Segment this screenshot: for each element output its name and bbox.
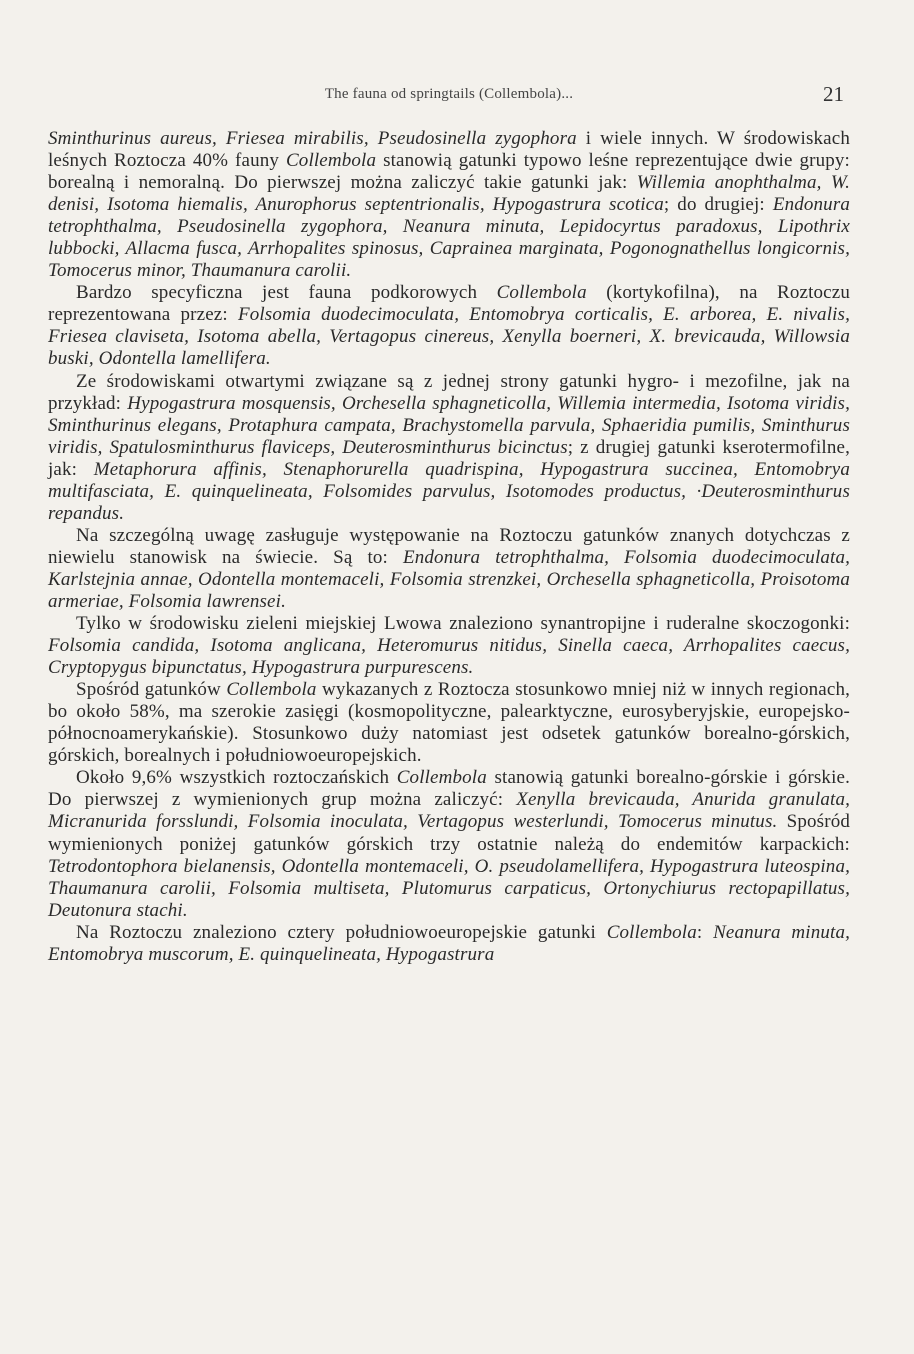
paragraph [48, 613, 850, 679]
text-run: stanowią gatunki typowo leśne reprezentujące dwie grupy: borealną i nemoralną. Do pierwszej można zaliczyć takie gatunki jak: [48, 150, 850, 194]
species-name: Collembola [496, 282, 587, 304]
species-name: Xenylla brevicauda, Anurida granulata, Micranurida forsslundi, Folsomia inoculata, Vertagopus westerlundi, Tomocerus minutus. [48, 789, 851, 833]
species-name: Tetrodontophora bielanensis, Odontella montemaceli, O. pseudolamellifera, Hypogastrura luteospina, Thaumanura carolii, Folsomia multiseta, Plutomurus carpaticus, Ortonychiurus rectopapillatus, Deutonura stachi. [48, 855, 850, 921]
text-run: Tylko w środowisku zieleni miejskiej Lwowa znaleziono synantropijne i ruderalne skoczogonki: [76, 613, 850, 635]
species-name: Endonura tetrophthalma, Pseudosinella zygophora, Neanura minuta, Lepidocyrtus paradoxus, Lipothrix lubbocki, Allacma fusca, Arrhopalites spinosus, Caprainea marginata, Pogonognathellus longicornis, Tomocerus minor, Thaumanura carolii. [48, 194, 851, 282]
page-number: 21 [823, 82, 844, 106]
paragraph [48, 128, 850, 282]
text-run: Ze środowiskami otwartymi związane są z jednej strony gatunki hygro- i mezofilne, jak na przykład: [48, 370, 850, 414]
paragraph [48, 525, 850, 613]
species-name: Collembola [285, 150, 377, 172]
text-run: ; do drugiej: [663, 194, 773, 216]
species-name: Folsomia candida, Isotoma anglicana, Heteromurus nitidus, Sinella caeca, Arrhopalites caecus, Cryptopygus bipunctatus, Hypogastrura purpurescens. [48, 635, 850, 679]
species-name: Hypogastrura mosquensis, Orchesella sphagneticolla, Willemia intermedia, Isotoma viridis, Sminthurinus elegans, Protaphura campata, Brachystomella parvula, Sphaeridia pumilis, Sminthurus viridis, Spatulosminthurus flaviceps, Deuterosminthurus bicinctus [48, 392, 850, 458]
text-run: Około 9,6% wszystkich roztoczańskich [76, 767, 397, 789]
species-name: Collembola [226, 679, 317, 701]
species-name: Collembola [396, 767, 487, 789]
body-text [48, 128, 850, 966]
text-run: i wiele innych. W środowiskach leśnych Roztocza 40% fauny [48, 128, 850, 172]
species-name: Metaphorura affinis, Stenaphorurella quadrispina, Hypogastrura succinea, Entomobrya multifasciata, E. quinquelineata, Folsomides parvulus, Isotomodes productus, ·Deuterosminthurus repandus. [48, 458, 850, 524]
text-run: (kortykofilna), na Roztoczu reprezentowana przez: [48, 282, 850, 326]
text-run: : [696, 921, 714, 943]
page-header [48, 82, 850, 112]
paragraph [48, 371, 850, 525]
text-run: stanowią gatunki borealno-górskie i górskie. Do pierwszej z wymienionych grup można zaliczyć: [48, 767, 850, 811]
text-run: Bardzo specyficzna jest fauna podkorowych [76, 282, 497, 304]
text-run: Spośród gatunków [76, 679, 227, 701]
paragraph [48, 767, 850, 921]
species-name: Folsomia duodecimoculata, Entomobrya corticalis, E. arborea, E. nivalis, Friesea claviseta, Isotoma abella, Vertagopus cinereus, Xenylla boerneri, X. brevicauda, Willowsia buski, Odontella lamellifera. [48, 304, 850, 370]
running-title: The fauna od springtails (Collembola)... [324, 86, 574, 102]
species-name: Endonura tetrophthalma, Folsomia duodecimoculata, Karlstejnia annae, Odontella montemaceli, Folsomia strenzkei, Orchesella sphagneticolla, Proisotoma armeriae, Folsomia lawrensei. [48, 546, 850, 612]
paragraph [48, 679, 850, 767]
species-name: Sminthurinus aureus, Friesea mirabilis, Pseudosinella zygophora [48, 128, 577, 149]
text-run: ; z drugiej gatunki kserotermofilne, jak: [48, 436, 850, 480]
species-name: Willemia anophthalma, W. denisi, Isotoma hiemalis, Anurophorus septentrionalis, Hypogastrura scotica [48, 172, 850, 216]
paragraph [48, 922, 850, 966]
text-run: Na szczególną uwagę zasługuje występowanie na Roztoczu gatunków znanych dotychczas z niewielu stanowisk na świecie. Są to: [48, 524, 850, 568]
text-run: Spośród wymienionych poniżej gatunków górskich trzy ostatnie należą do endemitów karpackich: [48, 811, 850, 855]
species-name: Collembola [606, 921, 697, 943]
text-run: wykazanych z Roztocza stosunkowo mniej niż w innych regionach, bo około 58%, ma szerokie zasięgi (kosmopolityczne, palearktyczne, eurosyberyjskie, europejsko-północnoamerykańskie). Stosunkowo duży natomiast jest odsetek gatunków borealno-górskich, górskich, borealnych i południowoeuropejskich. [48, 679, 850, 767]
paragraph [48, 282, 850, 370]
text-run: Na Roztoczu znaleziono cztery południowoeuropejskie gatunki [76, 921, 607, 943]
species-name: Neanura minuta, Entomobrya muscorum, E. quinquelineata, Hypogastrura [48, 921, 850, 965]
